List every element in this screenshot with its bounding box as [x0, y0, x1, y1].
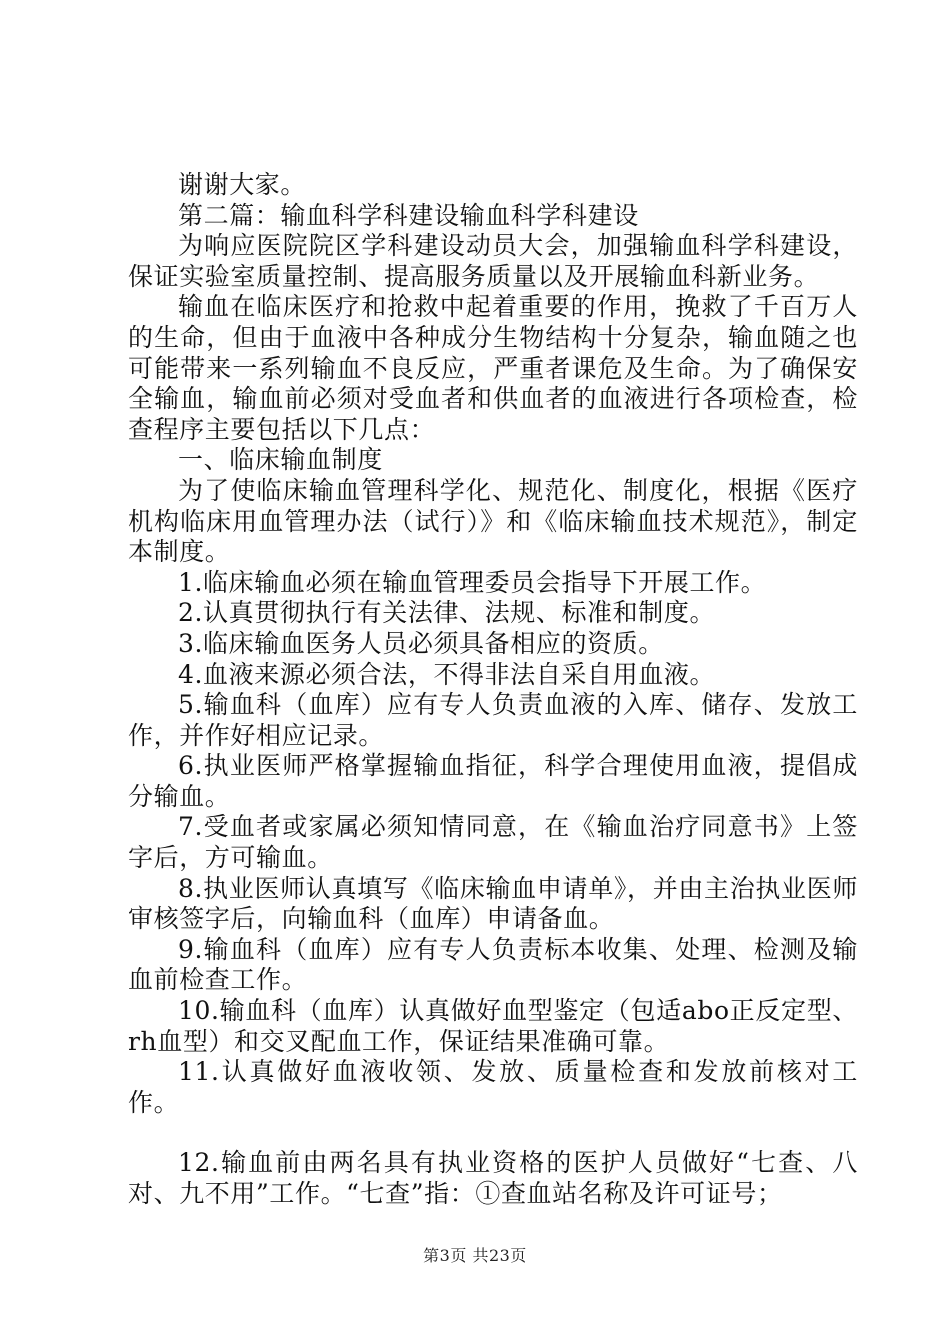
paragraph-chapter-title: 第二篇：输血科学科建设输血科学科建设: [178, 200, 639, 230]
paragraph-intro: 为响应医院院区学科建设动员大会，加强输血科学科建设，保证实验室质量控制、提高服务质量以及开展输血科新业务。: [128, 231, 858, 291]
document-body: [128, 170, 858, 1210]
paragraph-importance: 输血在临床医疗和抢救中起着重要的作用，挽救了千百万人的生命，但由于血液中各种成分生物结构十分复杂，输血随之也可能带来一系列输血不良反应，严重者课危及生命。为了确保安全输血，输血前必须对受血者和供血者的血液进行各项检查，检查程序主要包括以下几点：: [128, 292, 858, 444]
list-item-10: 10.输血科（血库）认真做好血型鉴定（包适abo正反定型、rh血型）和交叉配血工作，保证结果准确可靠。: [128, 996, 858, 1056]
list-item-4: 4.血液来源必须合法，不得非法自采自用血液。: [178, 659, 716, 689]
section-heading-clinical-transfusion: 一、临床输血制度: [178, 445, 383, 475]
list-item-11: 11.认真做好血液收领、发放、质量检查和发放前核对工作。: [128, 1057, 858, 1117]
list-item-5: 5.输血科（血库）应有专人负责血液的入库、储存、发放工作，并作好相应记录。: [128, 690, 858, 750]
list-item-9: 9.输血科（血库）应有专人负责标本收集、处理、检测及输血前检查工作。: [128, 934, 858, 995]
page-number-footer: 第3页 共23页: [423, 1246, 527, 1265]
list-item-3: 3.临床输血医务人员必须具备相应的资质。: [178, 628, 664, 658]
list-item-7: 7.受血者或家属必须知情同意，在《输血治疗同意书》上签字后，方可输血。: [128, 812, 858, 873]
paragraph-purpose: 为了使临床输血管理科学化、规范化、制度化，根据《医疗机构临床用血管理办法（试行）》和《临床输血技术规范》，制定本制度。: [128, 475, 858, 567]
list-item-6: 6.执业医师严格掌握输血指征，科学合理使用血液，提倡成分输血。: [128, 751, 858, 811]
paragraph-thanks: 谢谢大家。: [178, 170, 307, 199]
list-item-2: 2.认真贯彻执行有关法律、法规、标准和制度。: [178, 598, 716, 628]
list-item-1: 1.临床输血必须在输血管理委员会指导下开展工作。: [178, 567, 767, 597]
list-item-8: 8.执业医师认真填写《临床输血申请单》，并由主治执业医师审核签字后，向输血科（血库）申请备血。: [128, 873, 858, 934]
list-item-12: 12.输血前由两名具有执业资格的医护人员做好“七查、八对、九不用”工作。“七查”指：①查血站名称及许可证号；: [128, 1148, 858, 1208]
